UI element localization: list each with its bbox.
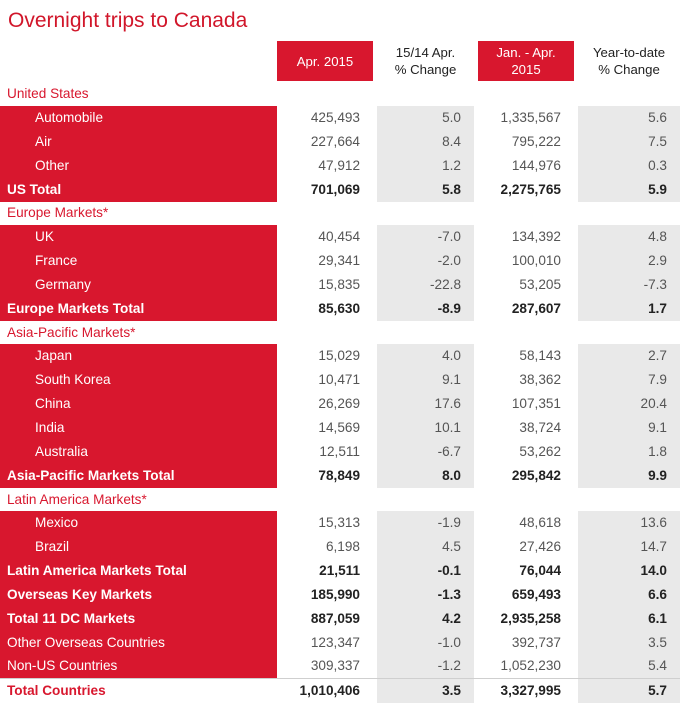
row-label: Asia-Pacific Markets* [7,325,136,340]
cell-jan-apr-2015: 58,143 [519,348,561,363]
column-header-label: 15/14 Apr. % Change [394,45,457,77]
cell-ytd-change: 1.7 [578,297,680,321]
total-row [0,583,680,607]
cell-apr-change: 8.4 [377,130,474,154]
cell-apr-2015: 185,990 [310,587,360,602]
cell-apr-2015: 47,912 [318,158,360,173]
cell-ytd-change: 7.9 [578,368,680,392]
column-header-jan-apr-2015 [478,41,574,81]
row-label: Total Countries [7,683,106,698]
cell-apr-change: 10.1 [377,416,474,440]
cell-jan-apr-2015: 287,607 [511,301,561,316]
cell-jan-apr-2015: 53,205 [519,277,561,292]
cell-apr-2015: 6,198 [325,539,360,554]
row-label: United States [7,86,89,101]
cell-apr-2015: 26,269 [318,396,360,411]
total-row [0,297,680,321]
column-header-label: Year-to-date % Change [592,45,666,77]
column-header-ytd-change [578,41,680,81]
cell-jan-apr-2015: 38,362 [519,372,561,387]
cell-apr-change: -22.8 [377,273,474,297]
cell-ytd-change: 0.3 [578,154,680,178]
cell-apr-change: 1.2 [377,154,474,178]
cell-ytd-change: 14.0 [578,559,680,583]
row-label: Asia-Pacific Markets Total [0,464,277,488]
cell-apr-2015 [277,321,373,345]
column-header-apr-change [377,41,474,81]
cell-apr-change: 3.5 [377,679,474,703]
row-label: Japan [0,344,277,368]
row-label: China [0,392,277,416]
cell-apr-change: -1.9 [377,511,474,535]
cell-jan-apr-2015: 48,618 [519,515,561,530]
cell-ytd-change: 1.8 [578,440,680,464]
cell-ytd-change [578,321,680,345]
table-row [0,392,680,416]
cell-apr-2015: 15,313 [318,515,360,530]
cell-apr-2015: 123,347 [310,635,360,650]
cell-jan-apr-2015: 100,010 [511,253,561,268]
cell-apr-change: 4.0 [377,344,474,368]
cell-jan-apr-2015: 295,842 [511,468,561,483]
cell-apr-2015: 887,059 [310,611,360,626]
cell-apr-2015: 15,029 [318,348,360,363]
cell-ytd-change: 3.5 [578,631,680,655]
row-label: Latin America Markets* [7,492,147,507]
cell-jan-apr-2015: 76,044 [519,563,561,578]
cell-apr-2015: 425,493 [310,110,360,125]
cell-apr-2015 [277,82,373,106]
cell-jan-apr-2015 [478,201,574,225]
total-row [0,464,680,488]
cell-ytd-change: 5.6 [578,106,680,130]
cell-jan-apr-2015: 795,222 [511,134,561,149]
cell-apr-change: -0.1 [377,559,474,583]
table-row [0,416,680,440]
cell-jan-apr-2015: 2,935,258 [500,611,561,626]
section-header-row [0,201,680,225]
cell-apr-2015: 227,664 [310,134,360,149]
table-row [0,249,680,273]
table-row [0,225,680,249]
cell-ytd-change: 14.7 [578,535,680,559]
cell-apr-2015 [277,488,373,512]
cell-apr-2015 [277,201,373,225]
cell-apr-2015: 14,569 [318,420,360,435]
cell-apr-change: -6.7 [377,440,474,464]
table-row [0,631,680,655]
cell-jan-apr-2015 [478,82,574,106]
section-header-row [0,488,680,512]
divider [0,678,680,679]
cell-jan-apr-2015: 134,392 [511,229,561,244]
cell-apr-2015: 40,454 [318,229,360,244]
cell-apr-change: -7.0 [377,225,474,249]
cell-apr-2015: 15,835 [318,277,360,292]
cell-apr-2015: 78,849 [318,468,360,483]
cell-ytd-change: 4.8 [578,225,680,249]
cell-jan-apr-2015 [478,321,574,345]
cell-ytd-change: 5.4 [578,654,680,678]
row-label: Other Overseas Countries [0,631,277,655]
cell-jan-apr-2015: 107,351 [511,396,561,411]
cell-ytd-change: 9.9 [578,464,680,488]
table-row [0,154,680,178]
cell-apr-change: 5.8 [377,178,474,202]
column-header-label: Apr. 2015 [296,53,354,69]
cell-apr-change: -2.0 [377,249,474,273]
cell-apr-change [377,488,474,512]
section-header-row [0,321,680,345]
cell-jan-apr-2015: 27,426 [519,539,561,554]
cell-jan-apr-2015: 392,737 [511,635,561,650]
table-row [0,535,680,559]
cell-jan-apr-2015: 53,262 [519,444,561,459]
row-label: Overseas Key Markets [0,583,277,607]
column-header-apr-2015 [277,41,373,81]
cell-apr-2015: 29,341 [318,253,360,268]
cell-ytd-change [578,201,680,225]
total-row [0,559,680,583]
cell-apr-change: 4.2 [377,607,474,631]
cell-apr-2015: 12,511 [319,444,360,459]
cell-ytd-change: 20.4 [578,392,680,416]
total-row [0,607,680,631]
cell-ytd-change: 2.7 [578,344,680,368]
row-label: UK [0,225,277,249]
cell-apr-change: 4.5 [377,535,474,559]
page-title: Overnight trips to Canada [8,9,248,32]
row-label: US Total [0,178,277,202]
row-label: Germany [0,273,277,297]
cell-jan-apr-2015: 2,275,765 [500,182,561,197]
cell-apr-change [377,82,474,106]
row-label: Air [0,130,277,154]
cell-apr-change: -8.9 [377,297,474,321]
row-label: Brazil [0,535,277,559]
cell-apr-change: -1.3 [377,583,474,607]
cell-apr-change: 9.1 [377,368,474,392]
cell-ytd-change [578,488,680,512]
cell-apr-change: -1.2 [377,654,474,678]
row-label: Total 11 DC Markets [0,607,277,631]
cell-apr-2015: 21,511 [319,563,360,578]
column-header-label: Jan. - Apr. 2015 [496,45,556,77]
cell-apr-2015: 10,471 [318,372,360,387]
cell-ytd-change: 5.7 [578,679,680,703]
cell-ytd-change: 6.6 [578,583,680,607]
cell-apr-change: 5.0 [377,106,474,130]
row-label: Mexico [0,511,277,535]
cell-jan-apr-2015: 1,335,567 [500,110,561,125]
cell-apr-2015: 701,069 [310,182,360,197]
cell-ytd-change: 5.9 [578,178,680,202]
cell-ytd-change: 13.6 [578,511,680,535]
table-row [0,511,680,535]
table-row [0,130,680,154]
cell-jan-apr-2015 [478,488,574,512]
table-row [0,654,680,678]
cell-jan-apr-2015: 659,493 [511,587,561,602]
cell-jan-apr-2015: 3,327,995 [500,683,561,698]
cell-ytd-change [578,82,680,106]
cell-apr-change: -1.0 [377,631,474,655]
row-label: Europe Markets Total [0,297,277,321]
cell-ytd-change: 2.9 [578,249,680,273]
cell-jan-apr-2015: 144,976 [511,158,561,173]
row-label: Europe Markets* [7,205,109,220]
table-row [0,344,680,368]
row-label: Latin America Markets Total [0,559,277,583]
cell-apr-2015: 1,010,406 [299,683,360,698]
cell-apr-2015: 85,630 [318,301,360,316]
cell-apr-2015: 309,337 [310,658,360,673]
cell-apr-change: 8.0 [377,464,474,488]
cell-apr-change [377,201,474,225]
cell-ytd-change: 6.1 [578,607,680,631]
row-label: India [0,416,277,440]
cell-ytd-change: -7.3 [578,273,680,297]
cell-ytd-change: 7.5 [578,130,680,154]
grand-total-row [0,679,680,703]
row-label: South Korea [0,368,277,392]
row-label: France [0,249,277,273]
cell-apr-change: 17.6 [377,392,474,416]
row-label: Other [0,154,277,178]
row-label: Non-US Countries [0,654,277,678]
cell-jan-apr-2015: 38,724 [519,420,561,435]
cell-ytd-change: 9.1 [578,416,680,440]
section-header-row [0,82,680,106]
row-label: Australia [0,440,277,464]
row-label: Automobile [0,106,277,130]
table-row [0,368,680,392]
table-row [0,440,680,464]
cell-jan-apr-2015: 1,052,230 [500,658,561,673]
table-row [0,106,680,130]
cell-apr-change [377,321,474,345]
table-row [0,273,680,297]
total-row [0,178,680,202]
